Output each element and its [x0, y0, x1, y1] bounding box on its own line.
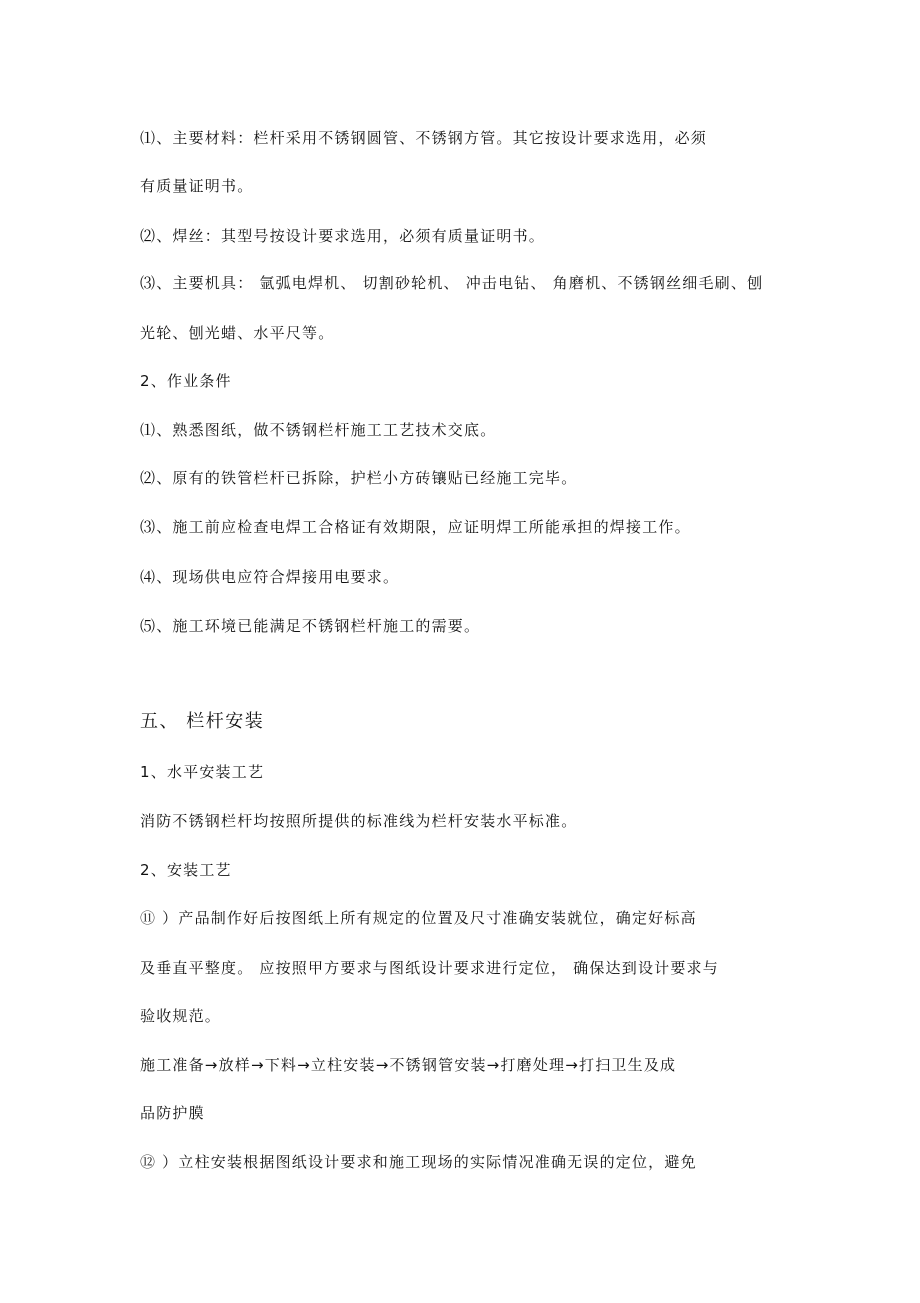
- text-line: 光轮、刨光蜡、水平尺等。: [140, 324, 335, 342]
- text-line: ⑸、施工环境已能满足不锈钢栏杆施工的需要。: [140, 617, 481, 635]
- chapter-heading: 五、 栏杆安装: [140, 711, 265, 732]
- section-heading: 2、作业条件: [140, 372, 232, 390]
- text-line: ⑶、施工前应检查电焊工合格证有效期限，应证明焊工所能承担的焊接工作。: [140, 518, 691, 536]
- section-heading: 2、安装工艺: [140, 861, 232, 879]
- text-line: 消防不锈钢栏杆均按照所提供的标准线为栏杆安装水平标准。: [140, 812, 578, 830]
- text-line: ⑴、主要材料：栏杆采用不锈钢圆管、不锈钢方管。其它按设计要求选用，必须: [140, 129, 708, 147]
- text-line: ⑫ ）立柱安装根据图纸设计要求和施工现场的实际情况准确无误的定位，避免: [140, 1153, 697, 1171]
- text-line: ⑴、熟悉图纸，做不锈钢栏杆施工工艺技术交底。: [140, 421, 497, 439]
- text-line: ⑷、现场供电应符合焊接用电要求。: [140, 568, 400, 586]
- section-heading: 1、水平安装工艺: [140, 763, 265, 781]
- text-line: ⑵、焊丝：其型号按设计要求选用，必须有质量证明书。: [140, 227, 546, 245]
- text-line: ⑵、原有的铁管栏杆已拆除，护栏小方砖镶贴已经施工完毕。: [140, 469, 578, 487]
- text-line: 及垂直平整度。 应按照甲方要求与图纸设计要求进行定位， 确保达到设计要求与: [140, 959, 719, 977]
- process-flow-line: 施工准备→放样→下料→立柱安装→不锈钢管安装→打磨处理→打扫卫生及成: [140, 1056, 677, 1074]
- text-line: ⑪ ）产品制作好后按图纸上所有规定的位置及尺寸准确安装就位，确定好标高: [140, 909, 697, 927]
- text-line: 有质量证明书。: [140, 177, 254, 195]
- text-line: ⑶、主要机具： 氩弧电焊机、 切割砂轮机、 冲击电钻、 角磨机、不锈钢丝细毛刷、刨: [140, 274, 764, 292]
- process-flow-line: 品防护膜: [140, 1104, 205, 1122]
- text-line: 验收规范。: [140, 1007, 222, 1025]
